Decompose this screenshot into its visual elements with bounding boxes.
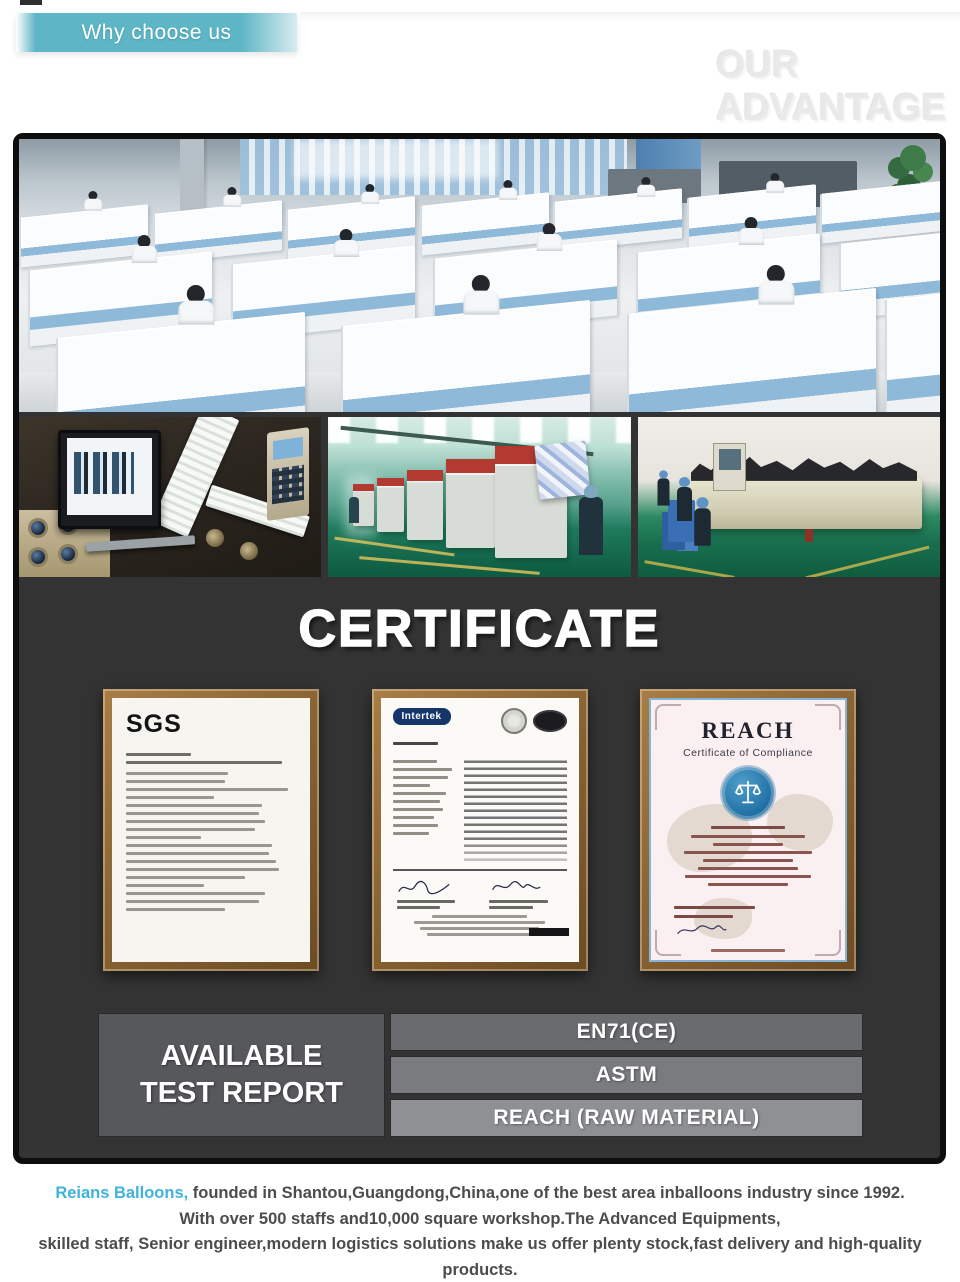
advantage-panel — [13, 133, 946, 1164]
signature-caption-lines — [489, 900, 562, 909]
brand-name: Reians Balloons, — [55, 1183, 189, 1202]
floor-lane-line — [805, 546, 929, 577]
redacted-text-line — [126, 852, 269, 855]
machine-roller — [240, 542, 258, 560]
redacted-text-line — [126, 780, 225, 783]
divider-line — [393, 869, 567, 871]
redacted-text-line — [126, 796, 214, 799]
round-seal-stamp — [501, 708, 527, 734]
workshop-worker — [677, 487, 692, 521]
redacted-text-line — [703, 859, 793, 862]
redacted-text-line — [420, 927, 538, 930]
redacted-text-line — [393, 776, 449, 779]
intro-line2: With over 500 staffs and10,000 square workshop.The Advanced Equipments, — [179, 1208, 781, 1228]
office-worker — [756, 265, 797, 308]
test-report-label-cell — [98, 1013, 385, 1137]
sgs-certificate — [103, 689, 319, 971]
label-strip — [152, 417, 240, 538]
redacted-text-line — [393, 760, 437, 763]
certificates-row — [19, 689, 940, 973]
redacted-text-line — [708, 883, 788, 886]
company-intro — [14, 1180, 945, 1282]
redacted-text-line — [674, 915, 733, 918]
intro-line1 — [14, 1180, 945, 1206]
workshop-console — [713, 443, 746, 491]
redacted-text-line — [393, 824, 438, 827]
row-label: EN71(CE) — [576, 1020, 677, 1043]
certificate-number-line — [661, 826, 835, 829]
monitor-screen — [67, 438, 152, 514]
redacted-text-line — [126, 860, 276, 863]
issue-info-lines — [674, 906, 821, 918]
floor-lane-line — [359, 557, 540, 576]
redacted-text-line — [126, 844, 272, 847]
advantage-watermark — [716, 44, 946, 130]
redacted-text-line — [126, 788, 288, 791]
redacted-text-line — [126, 753, 191, 756]
printed-film-roll — [534, 440, 591, 499]
advantage-line2: ADVANTAGE — [716, 87, 947, 129]
row-label: ASTM — [595, 1063, 658, 1086]
test-report-row-en71 — [390, 1013, 863, 1051]
section-banner-label: Why choose us — [81, 20, 232, 44]
redacted-text-line — [674, 906, 755, 909]
redacted-text-line — [126, 804, 262, 807]
quality-control-photo — [19, 417, 321, 577]
redacted-text-line — [393, 792, 447, 795]
redacted-text-line — [414, 921, 545, 924]
redacted-text-line — [684, 851, 813, 854]
website-line — [651, 949, 845, 952]
reach-paper — [649, 698, 847, 962]
intertek-label-lines — [393, 755, 456, 861]
redacted-text-line — [126, 761, 282, 764]
intertek-certificate — [372, 689, 588, 971]
redacted-text-line — [126, 908, 225, 911]
redacted-text-line — [126, 812, 259, 815]
intertek-logo: Intertek — [393, 708, 451, 725]
test-result-digits — [464, 757, 567, 861]
control-panel-keys — [272, 464, 304, 504]
line-operator — [579, 497, 603, 555]
signature-caption-lines — [397, 900, 470, 909]
redacted-text-line — [713, 843, 783, 846]
signature-right — [489, 879, 562, 909]
compliance-seal — [722, 767, 774, 819]
redacted-text-line — [691, 835, 806, 838]
redacted-text-line — [393, 742, 438, 745]
redacted-text-line — [126, 892, 265, 895]
redacted-text-line — [393, 832, 430, 835]
redacted-text-line — [432, 915, 528, 918]
header-shade — [300, 12, 960, 22]
printing-line-photo — [328, 417, 630, 577]
intro-line3: skilled staff, Senior engineer,modern logistics solutions make us offer plenty stock,fast delivery and high-quality products. — [38, 1234, 922, 1279]
sgs-paper — [112, 698, 310, 962]
redacted-text-line — [489, 900, 547, 903]
workshop-worker — [694, 508, 711, 545]
inspection-monitor — [58, 430, 161, 529]
sgs-logo: SGS — [126, 710, 182, 738]
reach-text-lines — [661, 835, 835, 886]
test-report-row-astm — [390, 1056, 863, 1094]
reach-certificate — [640, 689, 856, 971]
control-panel-screen — [273, 437, 303, 461]
test-report-label-line2: TEST REPORT — [139, 1077, 343, 1109]
intertek-paper — [381, 698, 579, 962]
control-panel — [267, 427, 309, 521]
redacted-text-line — [126, 868, 279, 871]
redacted-text-line — [126, 820, 265, 823]
row-label: REACH (RAW MATERIAL) — [493, 1106, 760, 1129]
reach-signature-block — [674, 900, 821, 940]
redacted-text-line — [126, 836, 201, 839]
distant-worker — [349, 497, 359, 523]
redacted-text-line — [126, 772, 228, 775]
machines-photo-row — [19, 417, 940, 577]
workshop-photo — [638, 417, 940, 577]
redacted-text-line — [397, 900, 455, 903]
redacted-text-line — [698, 867, 799, 870]
office-worker — [176, 285, 217, 328]
redacted-text-line — [393, 800, 440, 803]
redacted-text-line — [711, 949, 785, 952]
redacted-text-line — [393, 808, 443, 811]
certification-stamps — [501, 708, 567, 734]
section-banner — [16, 13, 297, 52]
workshop-worker — [657, 478, 669, 505]
redacted-text-line — [393, 816, 434, 819]
crop-artifact — [20, 0, 42, 5]
floor-lane-line — [644, 560, 734, 577]
accreditation-stamp — [533, 710, 567, 732]
test-report-heading-line — [393, 742, 567, 745]
redacted-text-line — [126, 876, 245, 879]
page-number-chip — [529, 928, 569, 936]
printing-unit — [407, 470, 443, 540]
redacted-text-line — [427, 933, 531, 936]
printing-unit — [446, 459, 494, 549]
test-report-label-line1: AVAILABLE — [160, 1040, 323, 1072]
signature-squiggle — [674, 922, 728, 940]
redacted-text-line — [685, 875, 810, 878]
office-worker — [461, 275, 502, 318]
redacted-text-line — [711, 826, 784, 829]
sgs-header-lines — [126, 753, 296, 764]
signature-left — [397, 879, 470, 909]
advantage-line1: OUR — [716, 44, 799, 86]
redacted-text-line — [489, 906, 533, 909]
reach-title: REACH — [701, 718, 795, 743]
signature-squiggle — [397, 879, 451, 897]
redacted-text-line — [393, 784, 431, 787]
certificate-title: CERTIFICATE — [298, 600, 661, 658]
test-report-row-reach — [390, 1099, 863, 1137]
office-photo — [19, 139, 940, 412]
machine-legs — [695, 529, 912, 542]
print-preview-bars — [74, 452, 134, 494]
scales-icon — [733, 778, 763, 808]
redacted-text-line — [397, 906, 441, 909]
redacted-text-line — [126, 900, 259, 903]
intro-line1-text: founded in Shantou,Guangdong,China,one of the best area inballoons industry since 1992. — [188, 1183, 905, 1202]
redacted-text-line — [126, 828, 255, 831]
workers-row-near — [19, 139, 940, 412]
test-report-table — [98, 1013, 863, 1137]
redacted-text-line — [126, 884, 204, 887]
signature-squiggle — [489, 879, 543, 897]
redacted-text-line — [393, 768, 453, 771]
printing-unit — [377, 478, 404, 532]
machine-roller — [206, 529, 224, 547]
reach-subtitle: Certificate of Compliance — [683, 747, 813, 759]
sgs-text-lines — [126, 772, 296, 911]
